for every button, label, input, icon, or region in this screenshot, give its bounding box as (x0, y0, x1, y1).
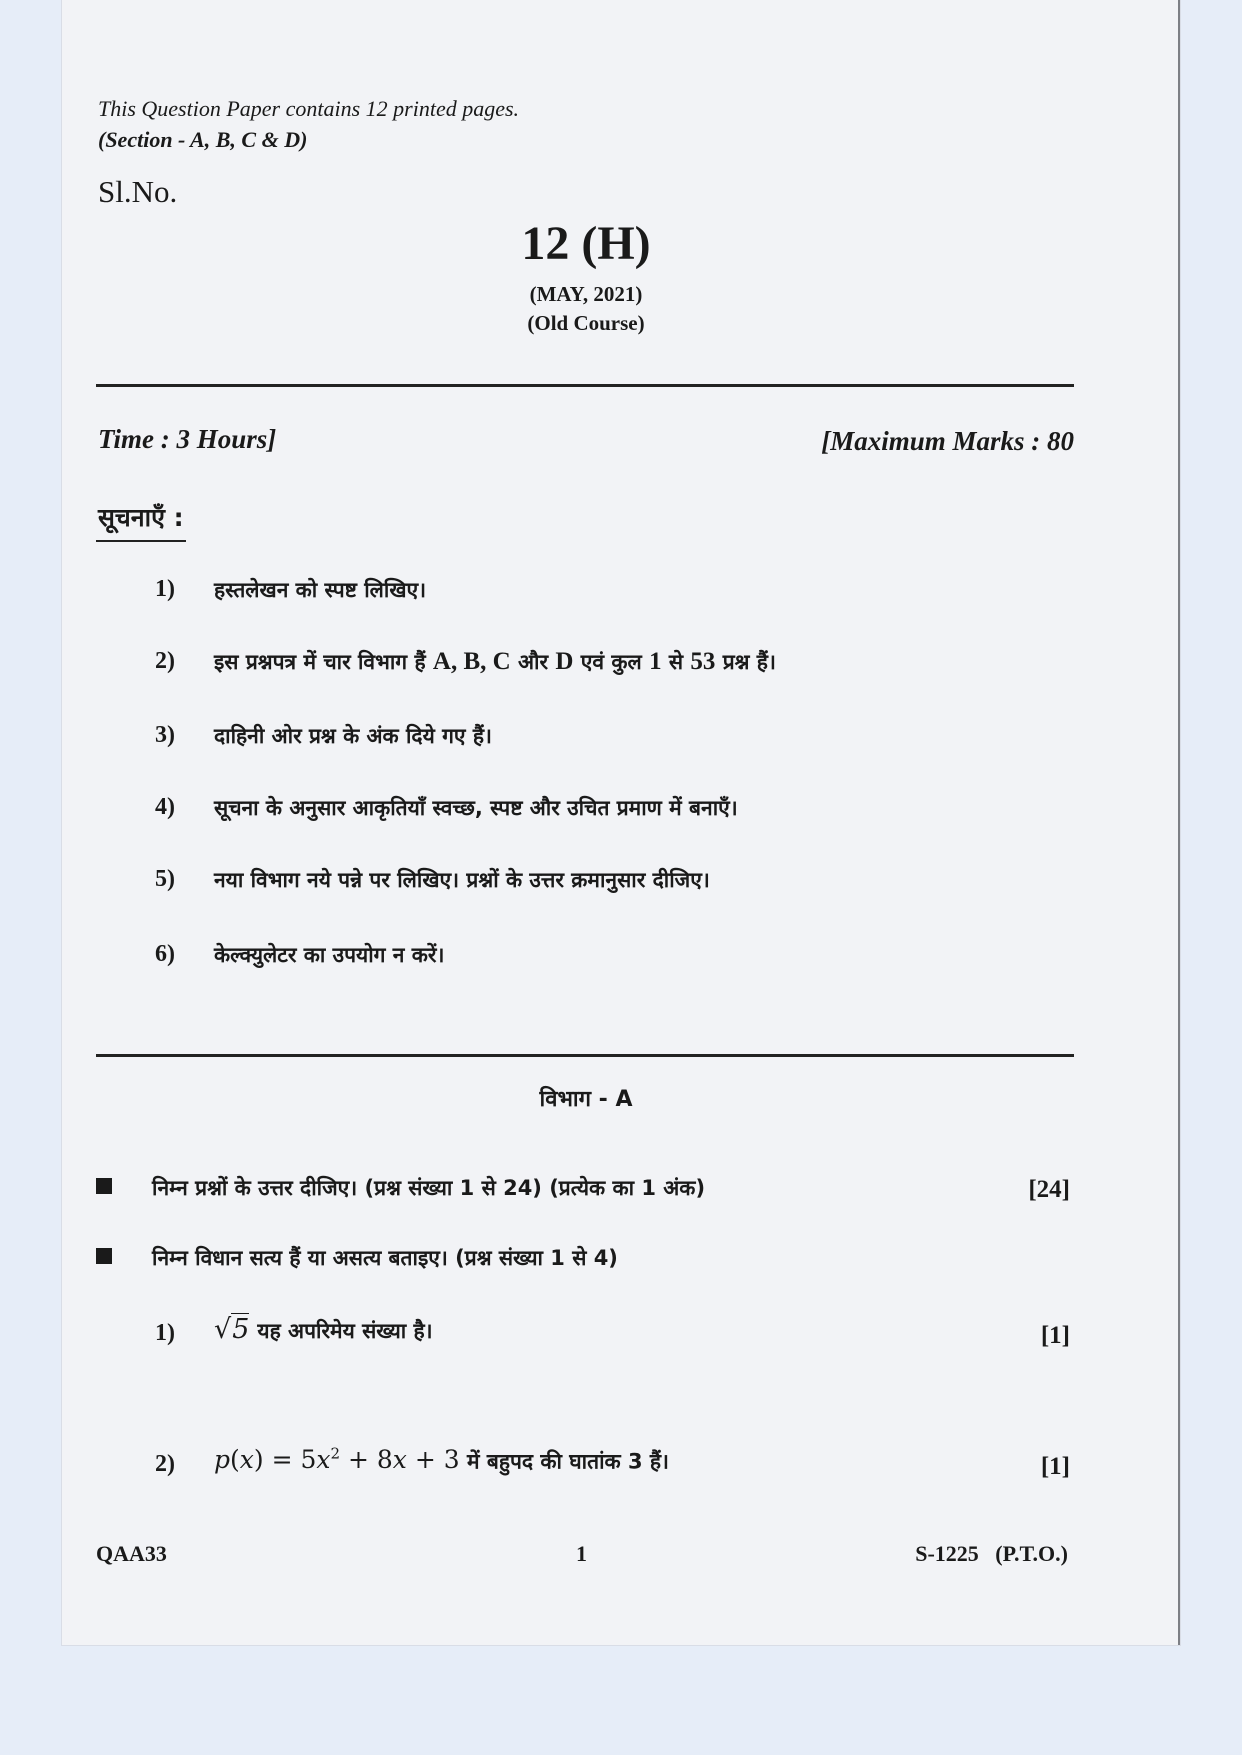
instruction-number: 2) (155, 648, 175, 674)
instructions-heading: सूचनाएँ : (98, 503, 184, 532)
instruction-number: 3) (155, 722, 175, 748)
paper-series-code: QAA33 (96, 1541, 167, 1566)
header-divider (96, 384, 1074, 387)
instruction-number: 1) (155, 576, 175, 602)
instruction-number: 6) (155, 941, 175, 967)
max-marks-label: [Maximum Marks : 80 (821, 426, 1074, 456)
true-false-directive: निम्न विधान सत्य हैं या असत्य बताइए। (प्रश्न संख्या 1 से 4) (152, 1246, 618, 1270)
section-divider (96, 1054, 1074, 1057)
question-text: $p(x) = 5x^2 + 8x + 3$ में बहुपद की घातांक 3 हैं। (214, 1445, 669, 1475)
instruction-text: नया विभाग नये पन्ने पर लिखिए। प्रश्नों के उत्तर क्रमानुसार दीजिए। (214, 868, 710, 892)
instruction-text: दाहिनी ओर प्रश्न के अंक दिये गए हैं। (214, 724, 492, 748)
square-root-expression: √5 (214, 1314, 250, 1345)
sections-note: (Section - A, B, C & D) (98, 127, 308, 152)
reference-and-pto: S-1225 (P.T.O.) (915, 1541, 1068, 1566)
serial-number-label: Sl.No. (98, 174, 178, 209)
question-number: 2) (155, 1451, 175, 1477)
instructions-underline (96, 540, 186, 542)
question-marks: [1] (1040, 1453, 1070, 1480)
question-text: √5 यह अपरिमेय संख्या है। (214, 1314, 433, 1345)
directive-marks: [24] (1028, 1176, 1070, 1203)
polynomial-expression: $p(x) = 5x^2 + 8x + 3$ (214, 1445, 460, 1475)
square-bullet-icon (96, 1248, 112, 1264)
instruction-text: सूचना के अनुसार आकृतियाँ स्वच्छ, स्पष्ट और उचित प्रमाण में बनाएँ। (214, 796, 738, 820)
section-a-title: विभाग - A (539, 1087, 633, 1112)
paper-edge-shadow (1178, 0, 1180, 1645)
instruction-text: इस प्रश्नपत्र में चार विभाग हैं A, B, C और D एवं कुल 1 से 53 प्रश्न हैं। (214, 648, 776, 675)
section-directive: निम्न प्रश्नों के उत्तर दीजिए। (प्रश्न संख्या 1 से 24) (प्रत्येक का 1 अंक) (152, 1176, 706, 1200)
question-marks: [1] (1040, 1322, 1070, 1349)
instruction-number: 4) (155, 794, 175, 820)
course-label: (Old Course) (527, 311, 645, 335)
time-label: Time : 3 Hours] (98, 424, 277, 454)
square-bullet-icon (96, 1178, 112, 1194)
question-number: 1) (155, 1320, 175, 1346)
instruction-number: 5) (155, 866, 175, 892)
page-number: 1 (576, 1541, 587, 1566)
instruction-text: हस्तलेखन को स्पष्ट लिखिए। (214, 578, 427, 602)
pages-note: This Question Paper contains 12 printed pages. (98, 96, 520, 121)
exam-date: (MAY, 2021) (529, 282, 643, 306)
instruction-text: केल्क्युलेटर का उपयोग न करें। (214, 943, 445, 967)
paper-code: 12 (H) (521, 217, 651, 270)
